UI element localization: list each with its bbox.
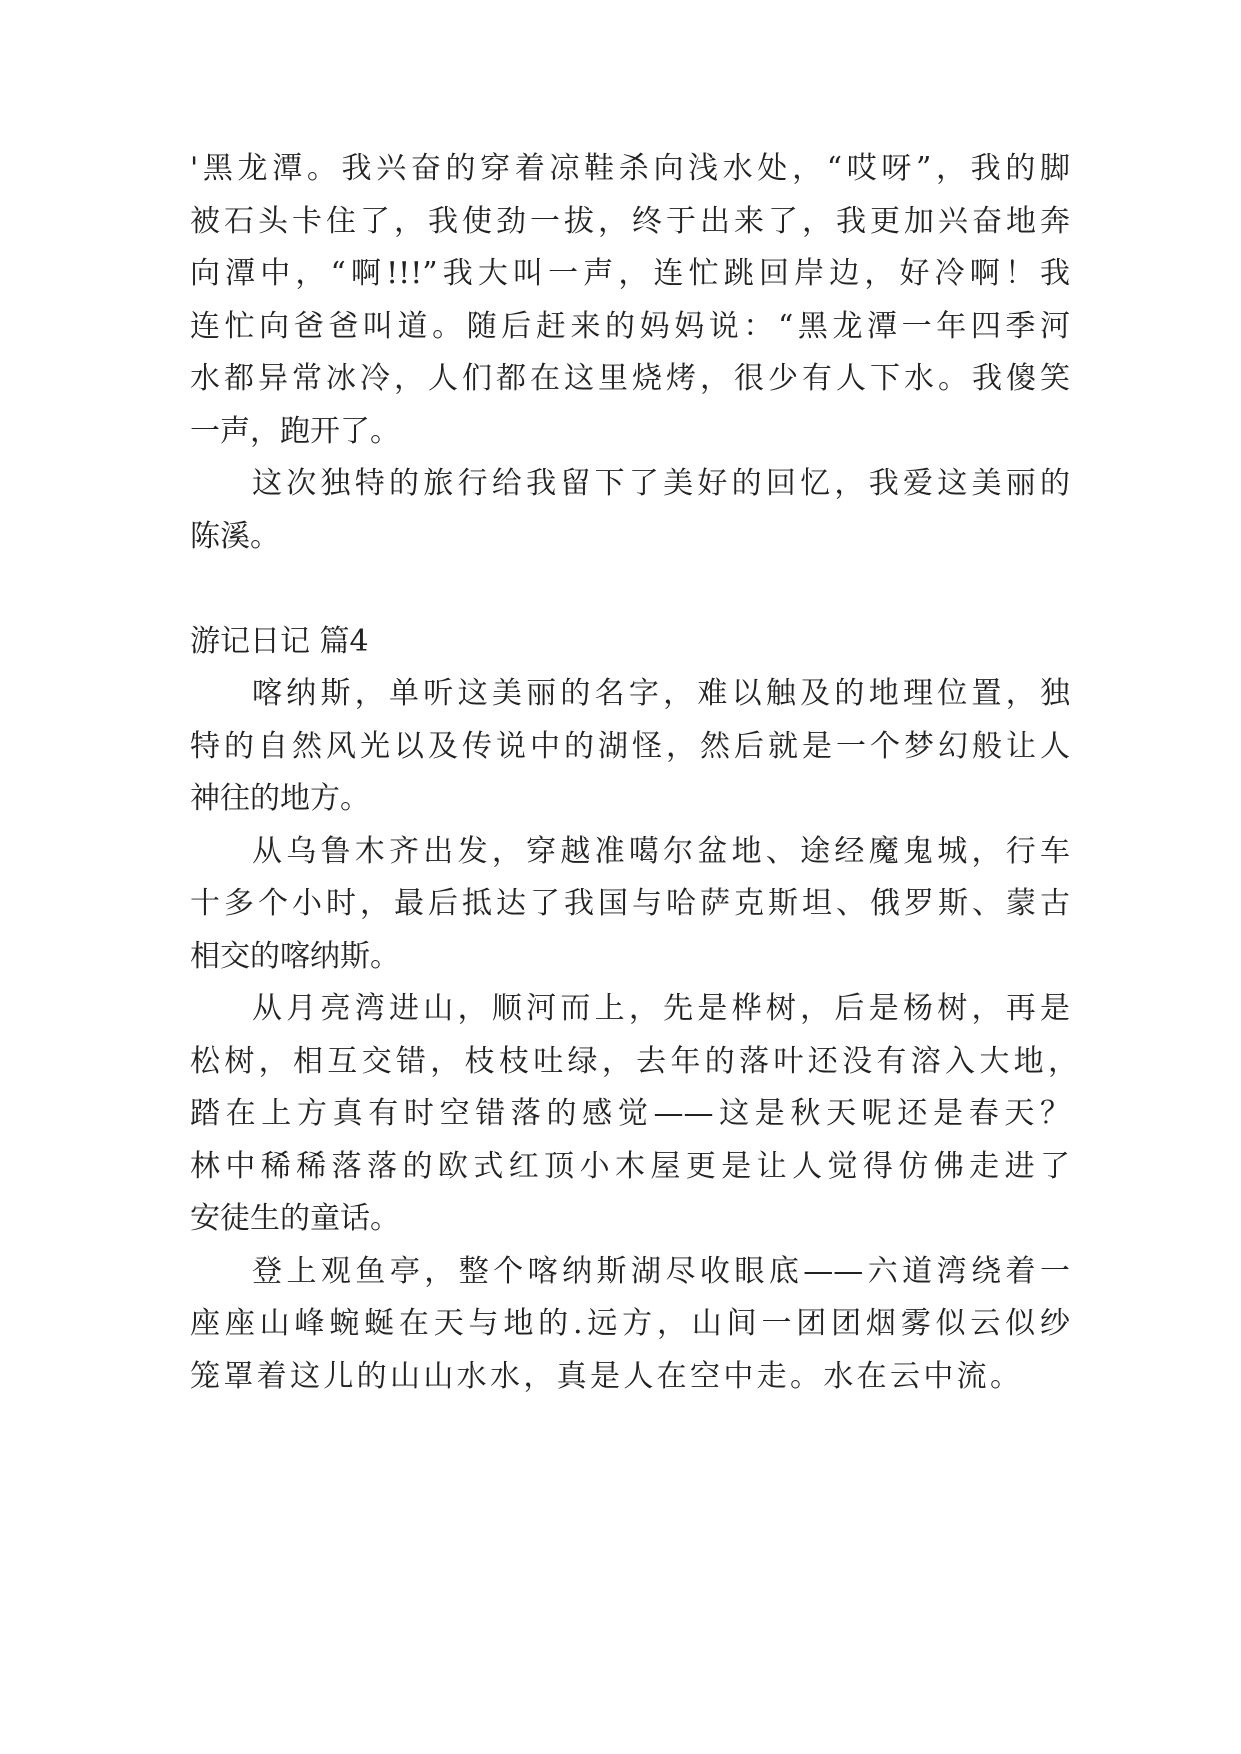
text-line: 喀纳斯，单听这美丽的名字，难以触及的地理位置，独	[252, 676, 1070, 711]
text-line: 林中稀稀落落的欧式红顶小木屋更是让人觉得仿佛走进了	[190, 1149, 1070, 1184]
text-line: 从乌鲁木齐出发，穿越准噶尔盆地、途经魔鬼城，行车	[252, 834, 1070, 869]
text-line: 连忙向爸爸叫道。随后赶来的妈妈说：“黑龙潭一年四季河	[190, 309, 1070, 344]
text-line: 踏在上方真有时空错落的感觉——这是秋天呢还是春天？	[190, 1096, 1070, 1131]
text-line: 座座山峰蜿蜒在天与地的.远方，山间一团团烟雾似云似纱	[190, 1306, 1070, 1341]
text-line: 十多个小时，最后抵达了我国与哈萨克斯坦、俄罗斯、蒙古	[190, 886, 1070, 921]
text-line: 从月亮湾进山，顺河而上，先是桦树，后是杨树，再是	[252, 991, 1070, 1026]
text-line: 安徒生的童话。	[190, 1201, 400, 1236]
text-line: 神往的地方。	[190, 781, 370, 816]
text-line: 特的自然风光以及传说中的湖怪，然后就是一个梦幻般让人	[190, 729, 1070, 764]
text-line: 笼罩着这儿的山山水水，真是人在空中走。水在云中流。	[190, 1359, 1020, 1394]
text-line: 向潭中，“啊!!!”我大叫一声，连忙跳回岸边，好冷啊！我	[190, 256, 1070, 291]
text-line: 被石头卡住了，我使劲一拔，终于出来了，我更加兴奋地奔	[190, 204, 1070, 239]
text-line: 水都异常冰冷，人们都在这里烧烤，很少有人下水。我傻笑	[190, 361, 1070, 396]
text-line: 一声，跑开了。	[190, 414, 400, 449]
text-line: '黑龙潭。我兴奋的穿着凉鞋杀向浅水处，“哎呀”，我的脚	[190, 151, 1070, 186]
text-line: 相交的喀纳斯。	[190, 939, 400, 974]
text-line: 登上观鱼亭，整个喀纳斯湖尽收眼底——六道湾绕着一	[252, 1254, 1070, 1289]
text-line: 松树，相互交错，枝枝吐绿，去年的落叶还没有溶入大地，	[190, 1044, 1078, 1079]
section-heading: 游记日记 篇4	[190, 624, 369, 659]
text-line: 陈溪。	[190, 519, 280, 554]
text-line: 这次独特的旅行给我留下了美好的回忆，我爱这美丽的	[252, 466, 1070, 501]
